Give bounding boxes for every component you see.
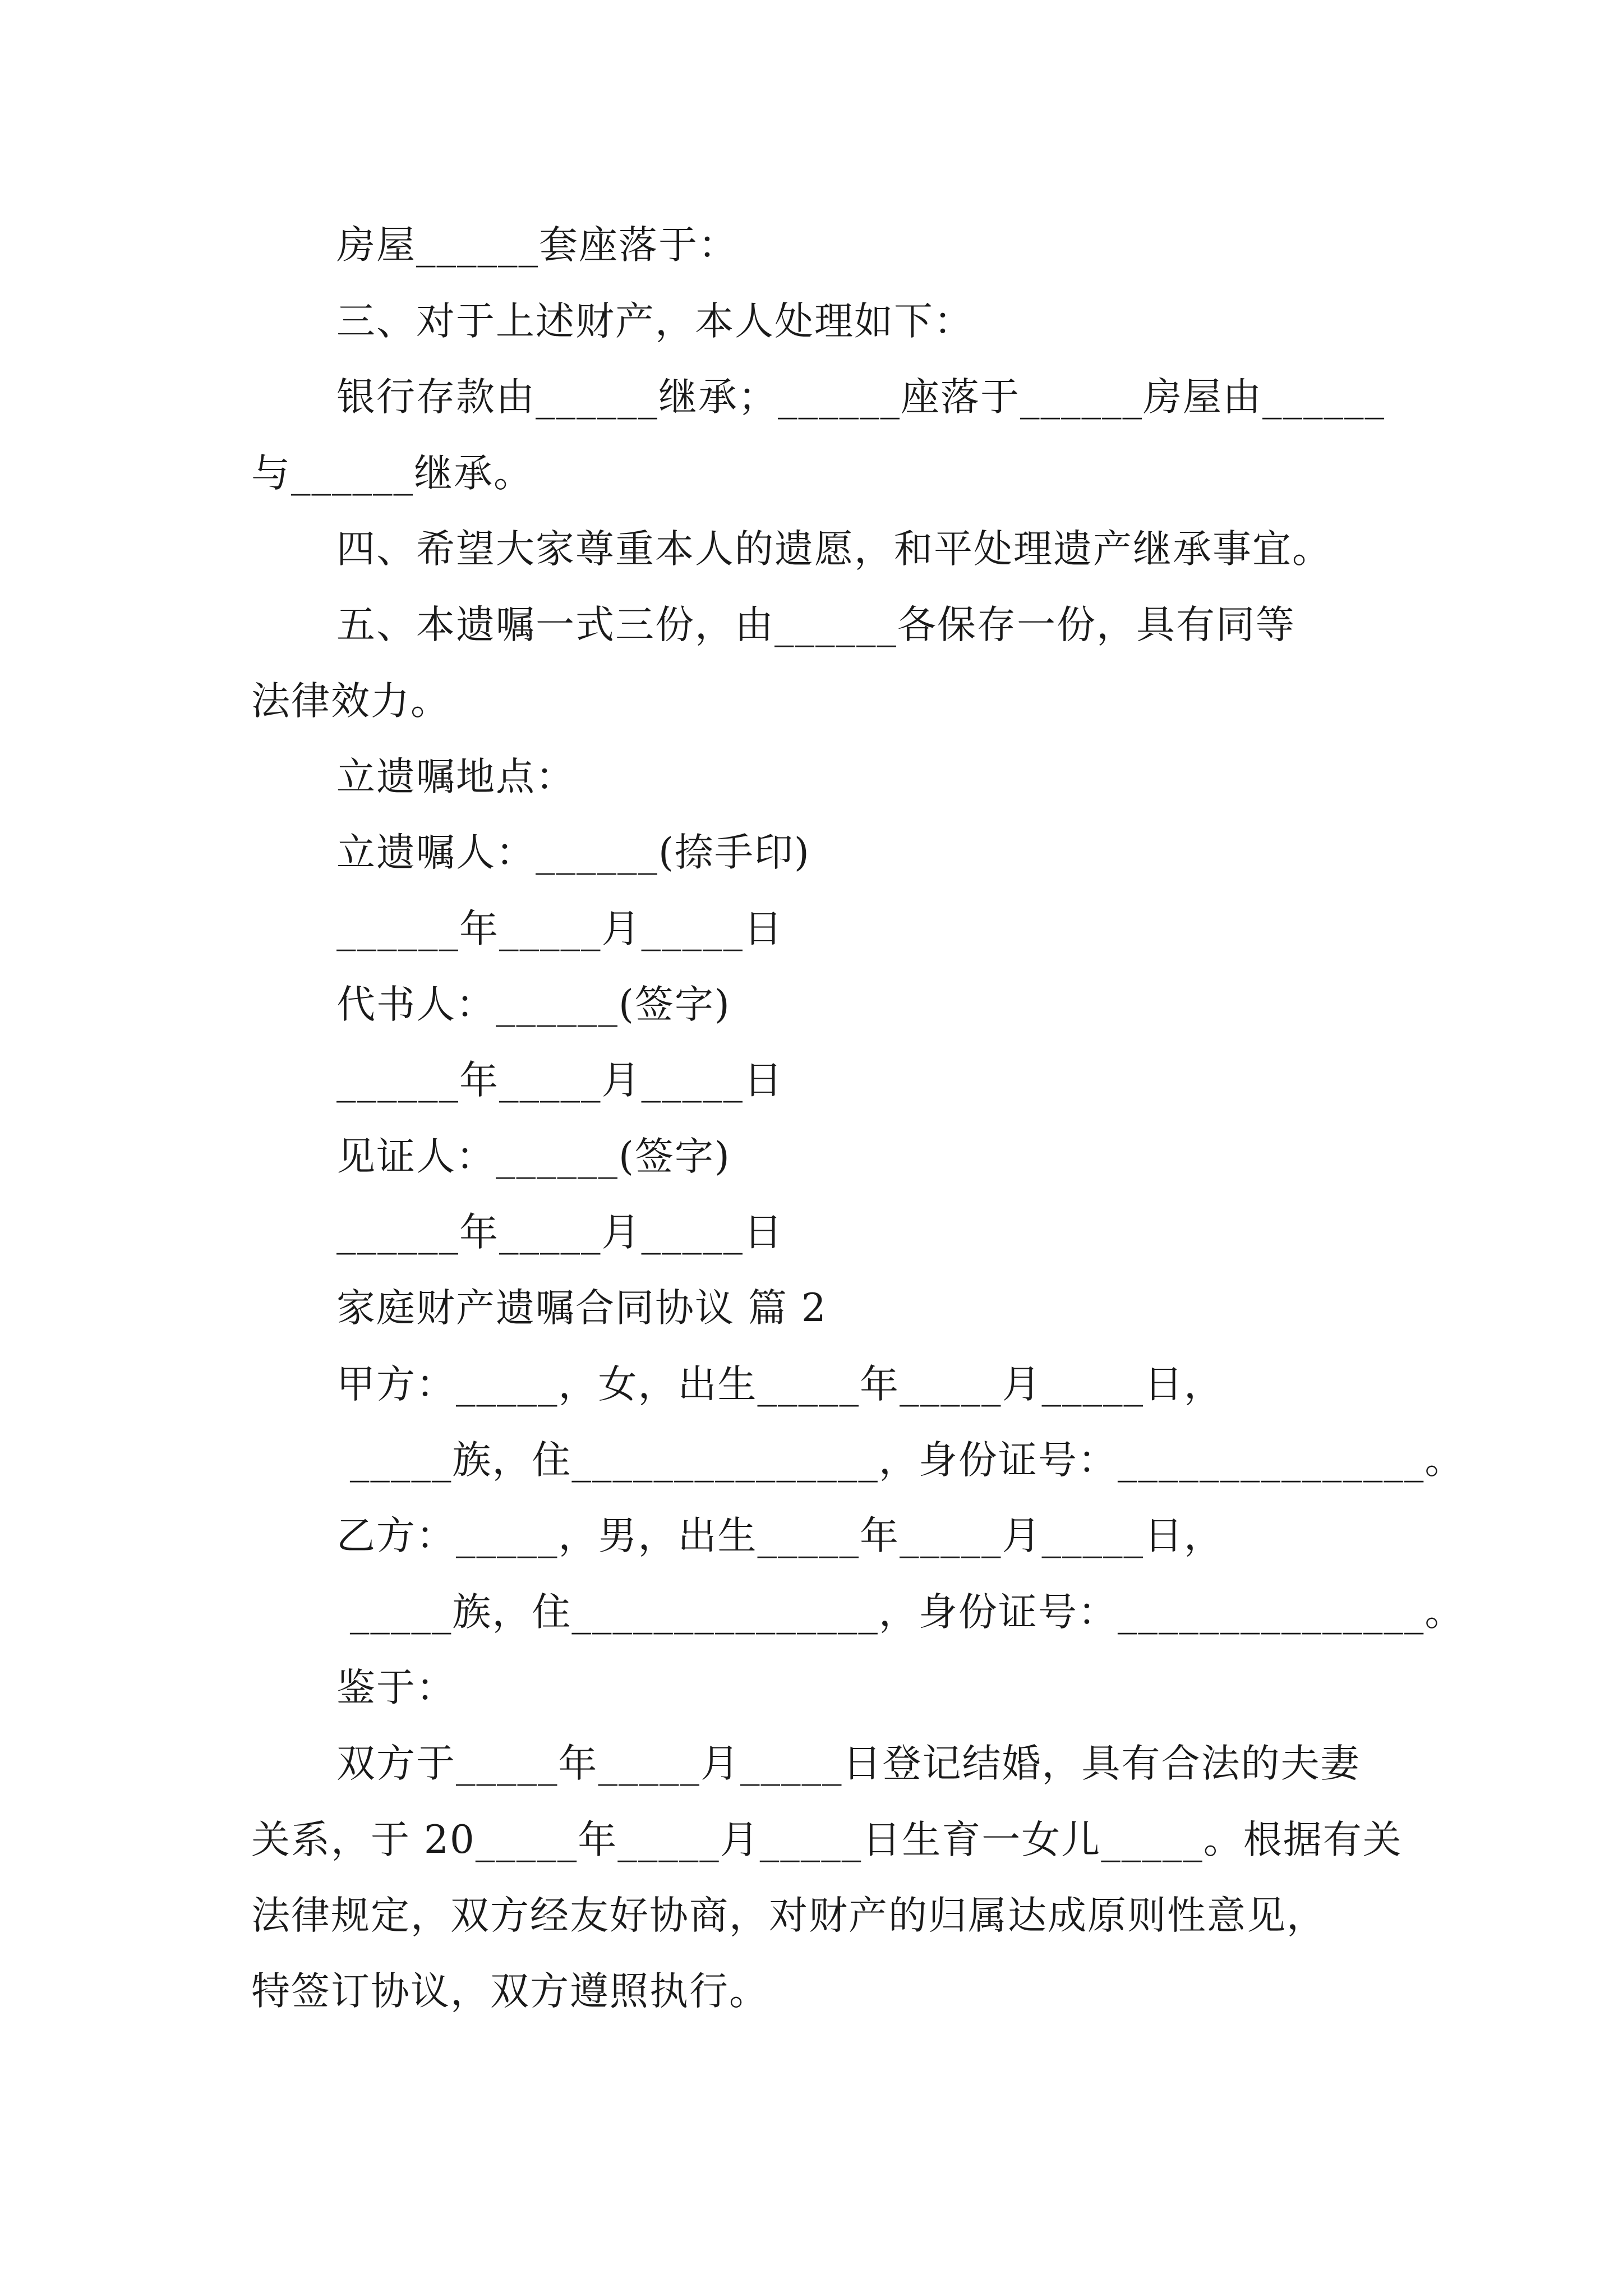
clause-five-continuation-line: 法律效力。 — [251, 679, 450, 724]
marriage-line: 双方于_____年_____月_____日登记结婚，具有合法的夫妻 — [336, 1741, 1361, 1786]
marriage-continuation-line-3: 特签订协议，双方遵照执行。 — [251, 1969, 769, 2014]
clause-three-line: 三、对于上述财产，本人处理如下： — [336, 299, 974, 344]
party-a-id-line: _____族，住_______________，身份证号：_______________。 — [336, 1438, 1465, 1483]
marriage-continuation-line-2: 法律规定，双方经友好协商，对财产的归属达成原则性意见， — [251, 1893, 1326, 1938]
marriage-continuation-line-1: 关系，于 20_____年_____月_____日生育一女儿_____。根据有关 — [251, 1818, 1403, 1862]
party-b-id-line: _____族，住_______________，身份证号：_______________。 — [336, 1590, 1465, 1635]
clause-four-line: 四、希望大家尊重本人的遗愿，和平处理遗产继承事宜。 — [336, 527, 1332, 572]
whereas-line: 鉴于： — [336, 1665, 456, 1710]
scribe-date-line: ______年_____月_____日 — [336, 1058, 783, 1103]
house-count-line: 房屋______套座落于： — [336, 223, 738, 268]
testator-line: 立遗嘱人：______(捺手印) — [336, 830, 810, 875]
testator-date-line: ______年_____月_____日 — [336, 907, 783, 951]
witness-line: 见证人：______(签字) — [336, 1134, 731, 1179]
section-title: 家庭财产遗嘱合同协议 篇 2 — [336, 1286, 827, 1331]
clause-five-line: 五、本遗嘱一式三份，由______各保存一份，具有同等 — [336, 602, 1295, 647]
will-location-line: 立遗嘱地点： — [336, 754, 575, 799]
witness-date-line: ______年_____月_____日 — [336, 1210, 783, 1255]
party-b-line: 乙方：_____，男，出生_____年_____月_____日， — [336, 1513, 1224, 1558]
bank-deposit-continuation-line: 与______继承。 — [251, 451, 533, 496]
scribe-line: 代书人：______(签字) — [336, 982, 731, 1027]
party-a-line: 甲方：_____，女，出生_____年_____月_____日， — [336, 1362, 1224, 1407]
bank-deposit-line: 银行存款由______继承；______座落于______房屋由______ — [336, 375, 1385, 420]
